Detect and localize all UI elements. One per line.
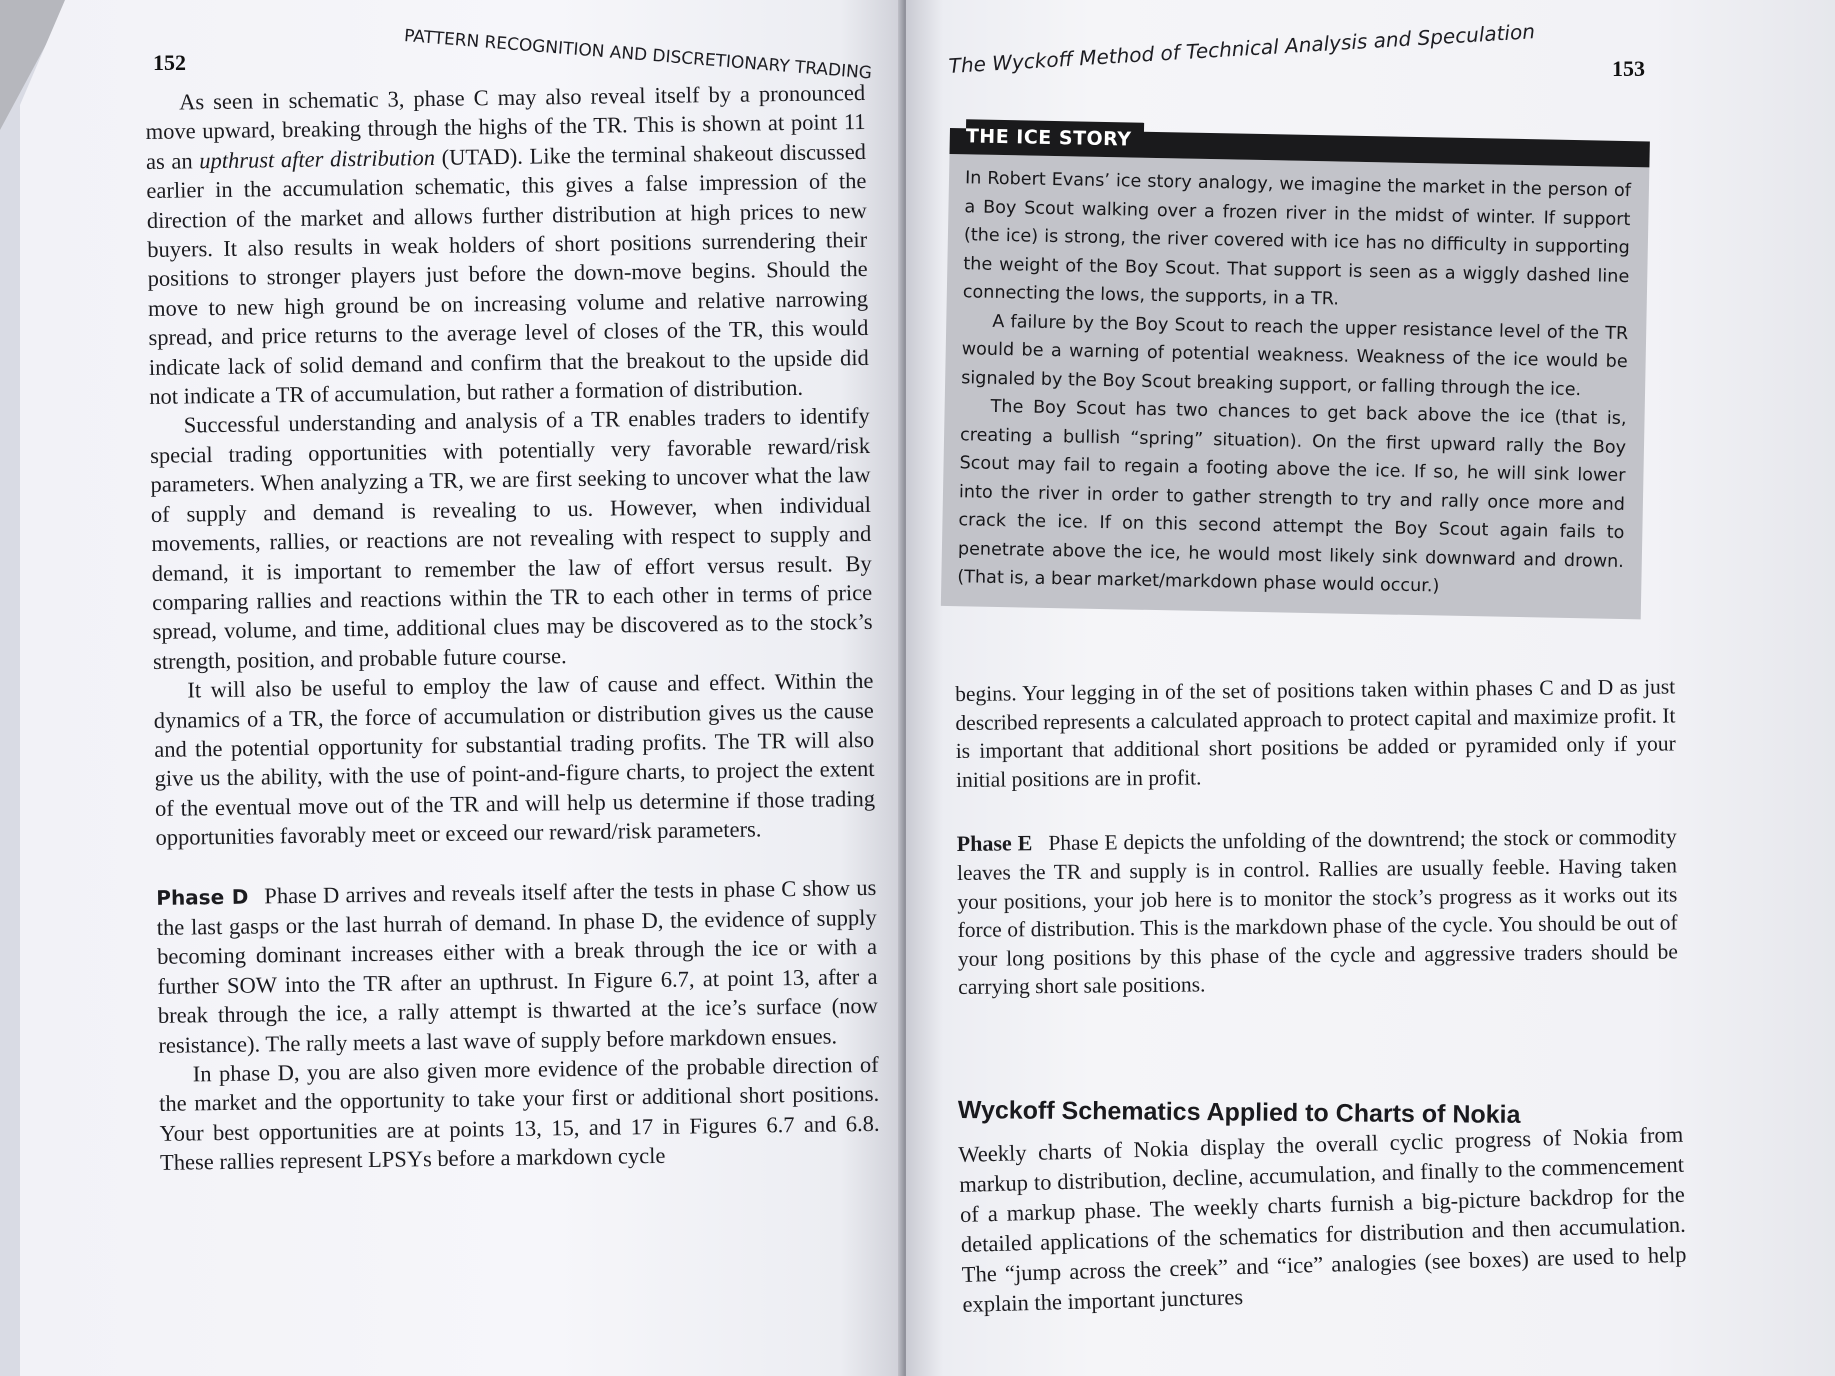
- box-paragraph: In Robert Evans’ ice story analogy, we imagine the market in the person of a Boy Scout walking over a frozen river in the midst of winter. If support (the ice) is strong, the river covered with ice has no difficulty in supporting the weight of the Boy Scout. That support is seen as a wiggly dashed line connecting the lows, the supports, in a TR.: [962, 168, 1632, 310]
- ice-story-box: [941, 125, 1650, 619]
- paragraph: In phase D, you are also given more evidence of the probable direction of the market and the opportunity to take your first or additional short positions. Your best opportunities are at points 13, 15, and 17 in Figures 6.7 and 6.8. These rallies represent LPSYs before a markdown cycle: [159, 1051, 880, 1176]
- paragraph: As seen in schematic 3, phase C may also reveal itself by a pronounced move upward, breaking through the highs of the TR. This is shown at point 11 as an upthrust after distribution (UTAD). Like the terminal shakeout discussed earlier in the accumulation schematic, this gives a false impression of the direction of the market and allows further distribution at high prices to new buyers. It also results in weak holders of short positions surrendering their positions to stronger players just before the down-move begins. Should the move to new high ground be on increasing volume and relative narrowing spread, and price returns to the average level of closes of the TR, this would indicate lack of solid demand and confirm that the breakout to the upside did not indicate a TR of accumulation, but rather a formation of distribution.: [145, 79, 870, 410]
- section-body-text: [958, 1120, 1688, 1320]
- phase-d-paragraph: Phase D Phase D arrives and reveals itself after the tests in phase C show us the last gasps or the last hurrah of demand. In phase D, the evidence of supply becoming dominant increases either with a break through the ice or with a further SOW into the TR after an upthrust. In Figure 6.7, at point 13, after a break through the ice, a rally attempt is thwarted at the ice’s surface (now resistance). The rally meets a last wave of supply before markdown ensues.: [156, 874, 879, 1058]
- phase-d-heading: Phase D: [156, 884, 249, 910]
- right-page-number: 153: [1612, 56, 1645, 81]
- box-title: THE ICE STORY: [966, 119, 1144, 154]
- left-page-number: 152: [153, 50, 186, 75]
- box-paragraph: The Boy Scout has two chances to get back above the ice (that is, creating a bullish “spring” situation). On the first upward rally the Boy Scout may fail to regain a footing above the ice. If so, he will sink lower into the river in order to gather strength to try and rally once more and crack the ice. If on this second attempt the Boy Scout again fails to penetrate above the ice, he would most likely sink downward and drown. (That is, a bear market/markdown phase would occur.): [957, 396, 1627, 597]
- box-body: [941, 154, 1650, 619]
- right-running-head: The Wyckoff Method of Technical Analysis and Speculation: [948, 19, 1536, 78]
- left-body-text: [145, 78, 880, 1178]
- paragraph: Weekly charts of Nokia display the overall cyclic progress of Nokia from markup to distribution, decline, accumulation, and finally to the commencement of a markup phase. The weekly charts furnish a big-picture backdrop for the detailed applications of the schematics for distribution and then accumulation. The “jump across the creek” and “ice” analogies (see boxes) are used to help explain the important junctures: [958, 1121, 1687, 1317]
- paragraph: begins. Your legging in of the set of positions taken within phases C and D as just described represents a calculated approach to protect capital and maximize profit. It is important that additional short positions be added or pyramided only if your initial positions are in profit.: [955, 674, 1676, 792]
- section-heading: Wyckoff Schematics Applied to Charts of Nokia: [957, 1096, 1521, 1129]
- box-paragraph: A failure by the Boy Scout to reach the upper resistance level of the TR would be a warning of potential weakness. Weakness of the ice would be signaled by the Boy Scout breaking support, or falling through the ice.: [961, 311, 1629, 400]
- right-body-text: [955, 672, 1678, 1001]
- phase-e-paragraph: Phase E Phase E depicts the unfolding of the downtrend; the stock or commodity leaves the TR and supply is in control. Rallies are usually feeble. Having taken your positions, your job here is to monitor the stock’s progress as it works out its force of distribution. This is the markdown phase of the cycle. You should be out of your long positions by this phase of the cycle and aggressive traders should be carrying short sale positions.: [956, 824, 1679, 1000]
- paragraph: It will also be useful to employ the law of cause and effect. Within the dynamics of a TR, the force of accumulation or distribution gives us the cause and the potential opportunity for substantial trading profits. The TR will also give us the ability, with the use of point-and-figure charts, to project the extent of the eventual move out of the TR and will help us determine if those trading opportunities favorably meet or exceed our reward/risk parameters.: [153, 668, 876, 851]
- paragraph: Successful understanding and analysis of a TR enables traders to identify special trading opportunities with potentially very favorable reward/risk parameters. When analyzing a TR, we are first seeking to uncover what the law of supply and demand is revealing to us. However, when individual movements, rallies, or reactions are not revealing with respect to supply and demand, it is important to remember the law of effort versus result. By comparing rallies and reactions within the TR to each other in terms of price spread, volume, and time, additional clues may be discovered as to the stock’s strength, position, and probable future course.: [149, 403, 873, 674]
- utad-emphasis: upthrust after distribution: [199, 144, 436, 174]
- phase-e-heading: Phase E: [956, 830, 1033, 857]
- left-running-head: PATTERN RECOGNITION AND DISCRETIONARY TRADING: [403, 26, 873, 84]
